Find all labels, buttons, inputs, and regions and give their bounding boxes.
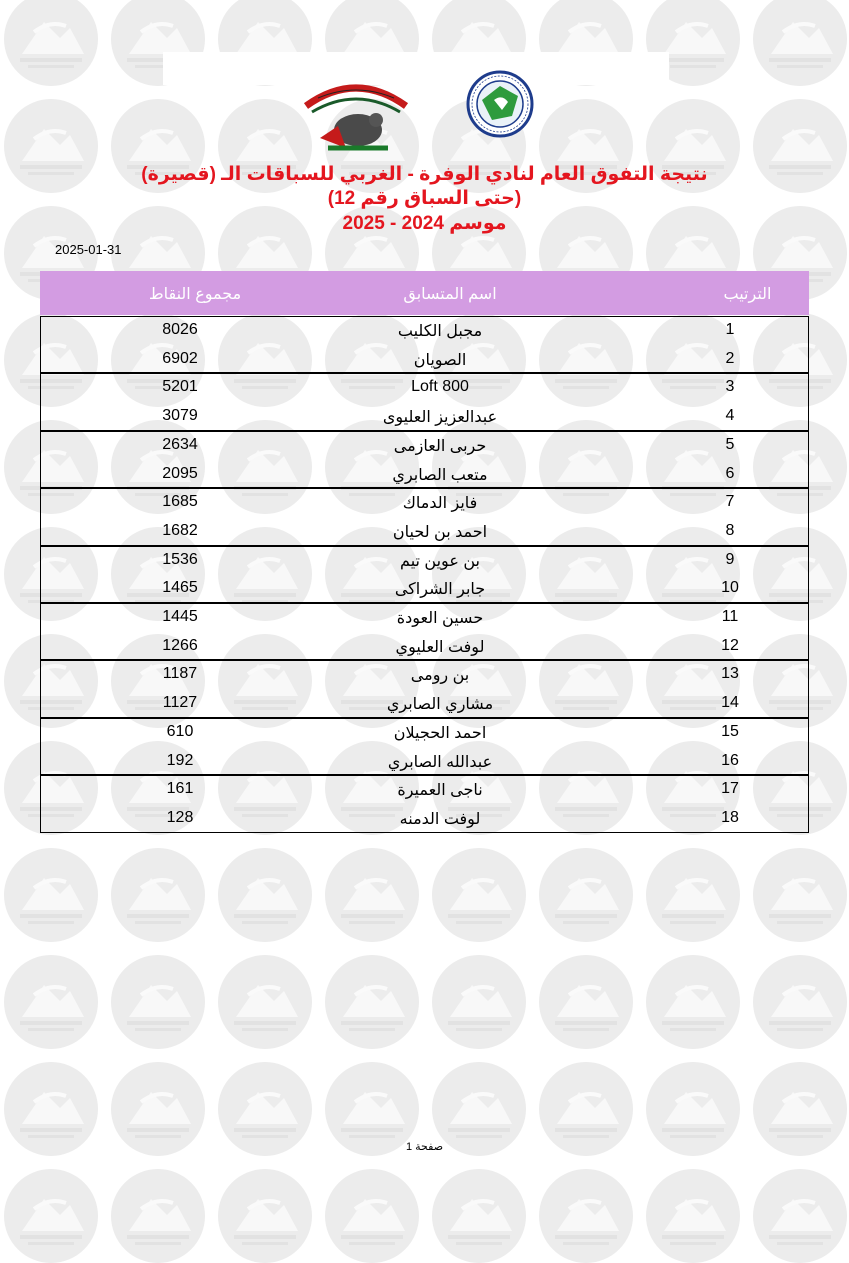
- points-cell: 128: [166, 808, 194, 826]
- points-cell: 2634: [162, 435, 198, 453]
- competitor-name-cell: فايز الدماك: [402, 495, 478, 513]
- competitor-name-cell: عبدالعزيز العليوى: [382, 409, 498, 427]
- page-number: صفحة 1: [405, 1141, 444, 1153]
- points-cell: 6902: [162, 349, 198, 367]
- report-title: نتيجة التفوق العام لنادي الوفرة - الغربي للسباقات الـ (قصيرة): [141, 164, 708, 185]
- points-cell: 161: [166, 780, 194, 798]
- points-cell: 3079: [162, 407, 198, 425]
- row-border: [40, 488, 809, 545]
- row-border: [40, 718, 809, 775]
- points-cell: 1127: [162, 694, 198, 712]
- row-border: [40, 316, 809, 373]
- row-border: [40, 546, 809, 603]
- table-header: [40, 271, 809, 315]
- points-cell: 1685: [162, 493, 198, 511]
- competitor-name-cell: لوفت الدمنه: [399, 810, 481, 828]
- rank-cell: 4: [725, 407, 735, 425]
- points-cell: 1266: [162, 636, 198, 654]
- rank-cell: 14: [721, 694, 739, 712]
- competitor-name-cell: الصويان: [413, 351, 467, 369]
- rank-cell: 10: [721, 579, 739, 597]
- rank-cell: 8: [725, 521, 735, 539]
- competitor-name-cell: حربى العازمى: [393, 437, 487, 455]
- points-cell: 192: [166, 751, 194, 769]
- rank-cell: 13: [721, 665, 739, 683]
- competitor-name-cell: لوفت العليوي: [395, 638, 485, 656]
- rank-cell: 11: [721, 608, 739, 625]
- rank-cell: 5: [725, 435, 735, 453]
- competitor-name-cell: بن رومى: [410, 667, 470, 685]
- rank-cell: 9: [725, 550, 735, 568]
- competitor-name-cell: حسين العودة: [396, 610, 484, 627]
- points-cell: 1465: [162, 579, 198, 597]
- row-border: [40, 660, 809, 717]
- column-header-points: مجموع النقاط: [148, 286, 242, 303]
- rank-cell: 7: [725, 493, 735, 511]
- column-header-name: اسم المتسابق: [403, 286, 497, 303]
- points-cell: 8026: [162, 321, 198, 338]
- competitor-name-cell: جابر الشراكى: [394, 581, 486, 599]
- points-cell: 5201: [162, 378, 198, 396]
- competitor-name-cell: عبدالله الصابري: [387, 753, 493, 771]
- competitor-name-cell: مجبل الكليب: [397, 323, 483, 340]
- rank-cell: 18: [721, 808, 739, 826]
- points-cell: 1682: [162, 521, 198, 539]
- points-cell: 1187: [162, 665, 198, 683]
- rank-cell: 3: [725, 378, 735, 396]
- points-cell: 2095: [162, 464, 198, 482]
- competitor-name-cell: Loft 800: [411, 378, 469, 396]
- competitor-name-cell: مشاري الصابري: [386, 696, 494, 714]
- report-date: 2025-01-31: [55, 242, 122, 257]
- rank-cell: 17: [721, 780, 739, 798]
- points-cell: 610: [166, 722, 194, 740]
- row-border: [40, 775, 809, 832]
- rank-cell: 2: [725, 349, 735, 367]
- rank-cell: 12: [721, 636, 739, 654]
- season-subtitle: موسم 2024 - 2025: [342, 213, 507, 234]
- federation-logo: [466, 70, 534, 138]
- rank-cell: 6: [725, 464, 735, 482]
- column-header-rank: الترتيب: [723, 286, 772, 303]
- club-logo: [298, 68, 414, 158]
- points-cell: 1536: [162, 550, 198, 568]
- points-cell: 1445: [162, 608, 198, 625]
- rank-cell: 16: [721, 751, 739, 769]
- race-number-subtitle: (حتى السباق رقم 12): [327, 188, 522, 209]
- competitor-name-cell: ناجى العميرة: [397, 782, 483, 800]
- competitor-name-cell: بن عوين تيم: [400, 552, 480, 570]
- rank-cell: 1: [725, 321, 735, 338]
- competitor-name-cell: احمد بن لحيان: [392, 523, 488, 541]
- rank-cell: 15: [721, 722, 739, 740]
- competitor-name-cell: احمد الحجيلان: [393, 724, 487, 742]
- competitor-name-cell: متعب الصابري: [392, 466, 488, 484]
- row-border: [40, 431, 809, 488]
- top-blank-strip: [163, 52, 669, 85]
- row-border: [40, 603, 809, 660]
- row-border: [40, 373, 809, 430]
